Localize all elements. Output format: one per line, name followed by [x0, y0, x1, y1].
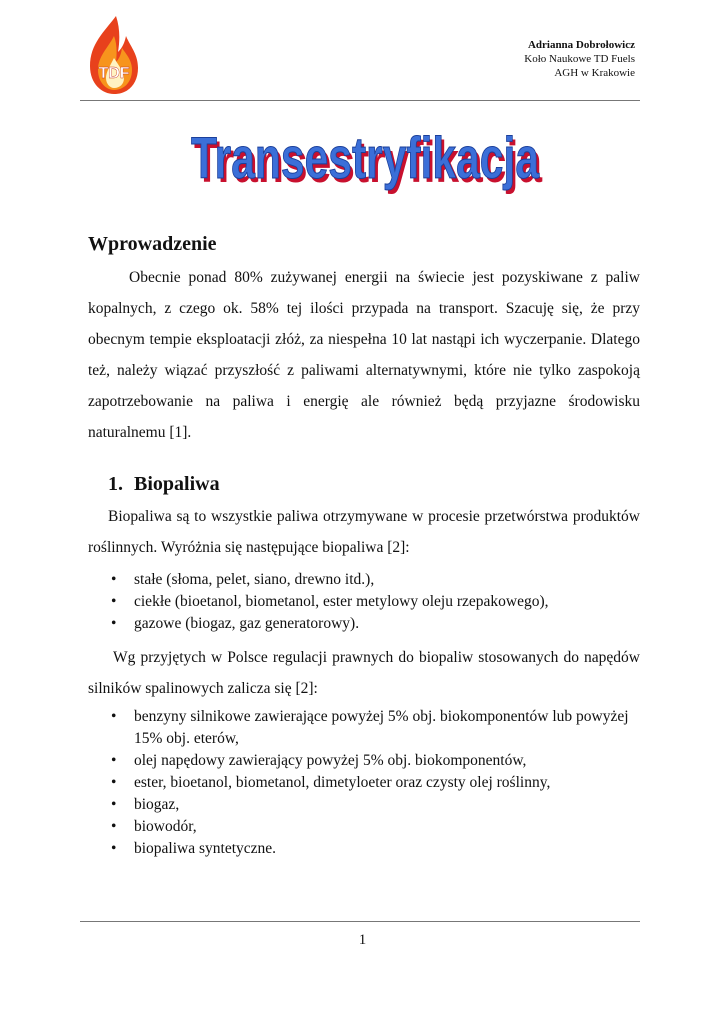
footer-rule	[80, 921, 640, 922]
organization-name: Koło Naukowe TD Fuels	[524, 53, 635, 65]
header-rule	[80, 100, 640, 101]
list-item: • benzyny silnikowe zawierające powyżej 5% obj. biokomponentów lub powyżej 15% obj. eterów,	[111, 708, 629, 747]
bullet-icon: •	[111, 593, 117, 610]
bullet-icon: •	[111, 571, 117, 588]
logo-text: TDF	[98, 65, 130, 82]
biofuel-types-list	[88, 569, 640, 635]
list-item: • stałe (słoma, pelet, siano, drewno itd.),	[88, 569, 640, 591]
document-body	[88, 230, 640, 860]
biofuels-paragraph: Biopaliwa są to wszystkie paliwa otrzymywane w procesie przetwórstwa produktów roślinnych. Wyróżnia się następujące biopaliwa [2]:	[88, 508, 640, 556]
list-item: • biopaliwa syntetyczne.	[88, 838, 640, 860]
bullet-icon: •	[111, 708, 117, 725]
bullet-icon: •	[111, 840, 117, 857]
section-1-heading	[108, 470, 640, 498]
document-title	[175, 118, 555, 198]
section-1-number: 1.	[108, 473, 123, 495]
intro-heading: Wprowadzenie	[88, 233, 217, 255]
bullet-icon: •	[111, 818, 117, 835]
section-1-title: Biopaliwa	[134, 473, 220, 495]
header-affiliation	[524, 38, 635, 80]
bullet-icon: •	[111, 774, 117, 791]
bullet-icon: •	[111, 615, 117, 632]
list-item: • ciekłe (bioetanol, biometanol, ester metylowy oleju rzepakowego),	[88, 591, 640, 613]
intro-paragraph: Obecnie ponad 80% zużywanej energii na świecie jest pozyskiwane z paliw kopalnych, z czego ok. 58% tej ilości przypada na transport. Szacuję się, że przy obecnym tempie eksploatacji złóż, za niespełna 10 lat nastąpi ich wyczerpanie. Dlatego też, należy wiązać przyszłość z paliwami alternatywnymi, które nie tylko zaspokoją zapotrzebowanie na paliwa i energię ale również będą przyjazne środowisku naturalnemu [1].	[88, 269, 640, 441]
title-shadow: Transestryfikacja	[194, 130, 543, 195]
list-item: • ester, bioetanol, biometanol, dimetyloeter oraz czysty olej roślinny,	[88, 772, 640, 794]
list-item: • biowodór,	[88, 816, 640, 838]
regulations-paragraph: Wg przyjętych w Polsce regulacji prawnych do biopaliw stosowanych do napędów silników spalinowych zalicza się [2]:	[88, 649, 640, 697]
bullet-icon: •	[111, 752, 117, 769]
regulated-biofuels-list	[88, 706, 640, 860]
list-item: • biogaz,	[88, 794, 640, 816]
page-number: 1	[358, 932, 367, 948]
title-main: Transestryfikacja	[191, 126, 540, 191]
list-item: • gazowe (biogaz, gaz generatorowy).	[88, 613, 640, 635]
bullet-icon: •	[111, 796, 117, 813]
tdf-flame-logo	[86, 14, 142, 96]
list-item: • olej napędowy zawierający powyżej 5% obj. biokomponentów,	[88, 750, 640, 772]
author-name: Adrianna Dobrołowicz	[527, 39, 635, 51]
university-name: AGH w Krakowie	[554, 67, 635, 79]
